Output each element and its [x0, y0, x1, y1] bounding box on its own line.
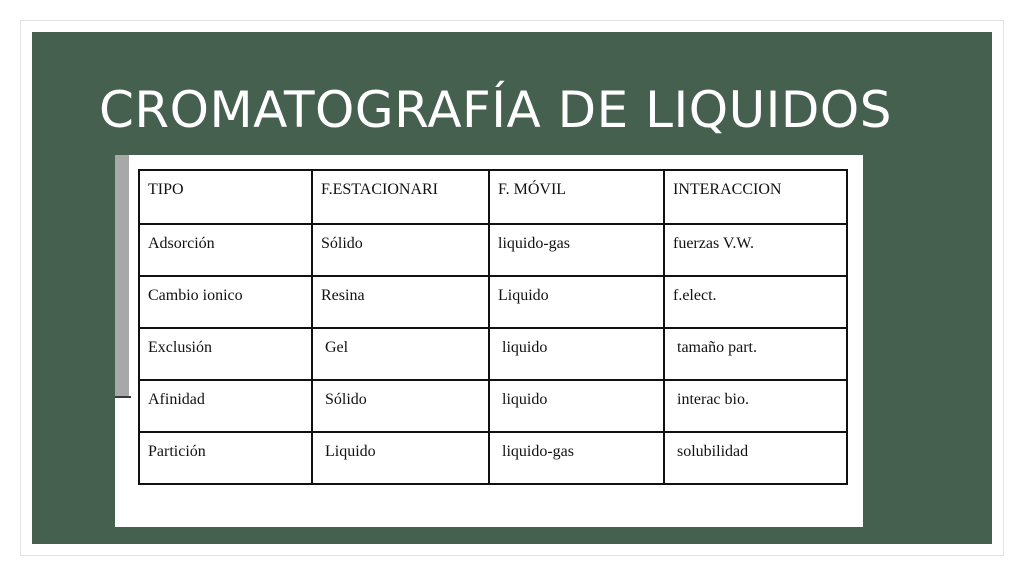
table-cell: solubilidad	[664, 432, 847, 484]
table-row	[139, 224, 847, 276]
header-cell: F.ESTACIONARI	[312, 170, 489, 224]
table-cell: Exclusión	[139, 328, 312, 380]
table-image	[115, 155, 863, 527]
slide-title: CROMATOGRAFÍA DE LIQUIDOS	[99, 81, 893, 139]
table-cell: Resina	[312, 276, 489, 328]
table-row	[139, 276, 847, 328]
table-row	[139, 432, 847, 484]
chromatography-table	[138, 169, 848, 485]
table-row	[139, 328, 847, 380]
table-cell: liquido	[489, 380, 664, 432]
table-cell: Afinidad	[139, 380, 312, 432]
table-cell: Sólido	[312, 380, 489, 432]
table-cell: Partición	[139, 432, 312, 484]
table-header-row	[139, 170, 847, 224]
table-cell: Liquido	[312, 432, 489, 484]
header-cell: TIPO	[139, 170, 312, 224]
table-cell: Gel	[312, 328, 489, 380]
table-cell: liquido-gas	[489, 224, 664, 276]
table-cell: Liquido	[489, 276, 664, 328]
scan-edge	[115, 155, 129, 398]
table-cell: Sólido	[312, 224, 489, 276]
header-cell: INTERACCION	[664, 170, 847, 224]
table-cell: fuerzas V.W.	[664, 224, 847, 276]
table-cell: tamaño part.	[664, 328, 847, 380]
scan-edge-mark	[115, 396, 131, 398]
table-cell: interac bio.	[664, 380, 847, 432]
table-cell: Adsorción	[139, 224, 312, 276]
table-cell: Cambio ionico	[139, 276, 312, 328]
table-row	[139, 380, 847, 432]
header-cell: F. MÓVIL	[489, 170, 664, 224]
table-cell: liquido	[489, 328, 664, 380]
table-cell: f.elect.	[664, 276, 847, 328]
table-cell: liquido-gas	[489, 432, 664, 484]
